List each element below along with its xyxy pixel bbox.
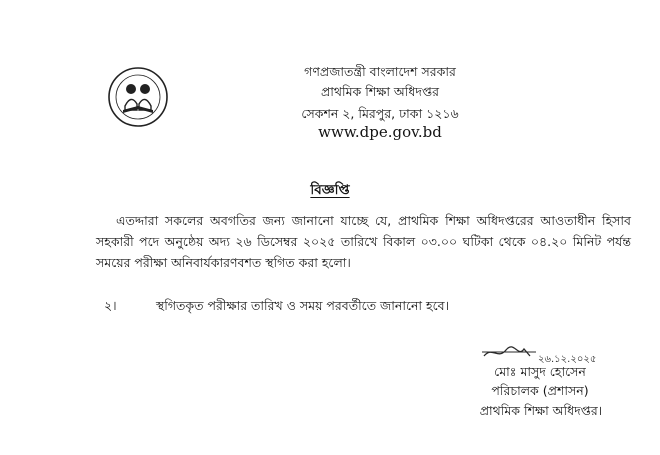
- signatory-designation: পরিচালক (প্রশাসন): [491, 383, 589, 398]
- item-2-number: ২।: [104, 298, 117, 313]
- website-link[interactable]: www.dpe.gov.bd: [318, 123, 442, 141]
- signature-date: ২৬.১২.২০২৫: [538, 354, 597, 365]
- notice-paragraph-1: এতদ্দারা সকলের অবগতির জন্য জানানো যাচ্ছে যে, প্রাথমিক শিক্ষা অধিদপ্তরের আওতাধীন হিসাব সহকারী পদে অনুষ্ঠেয় অদ্য ২৬ ডিসেম্বর ২০২৫ তারিখে বিকাল ০৩.০০ ঘটিকা থেকে ০৪.২০ মিনিট পর্যন্ত সময়ের পরীক্ষা অনিবার্যকারণবশত স্থগিত করা হলো।: [96, 213, 631, 270]
- notice-title-wrap: [0, 181, 660, 199]
- office-name: প্রাথমিক শিক্ষা অধিদপ্তর: [320, 84, 440, 99]
- item-2-text: স্থগিতকৃত পরীক্ষার তারিখ ও সময় পরবর্তীতে জানানো হবে।: [156, 298, 450, 313]
- office-address: সেকশন ২, মিরপুর, ঢাকা ১২১৬: [301, 106, 459, 121]
- signatory-office: প্রাথমিক শিক্ষা অধিদপ্তর।: [479, 403, 603, 418]
- notice-title: বিজ্ঞপ্তি: [310, 182, 350, 198]
- dpe-emblem-icon: [107, 66, 169, 128]
- government-name: গণপ্রজাতন্ত্রী বাংলাদেশ সরকার: [304, 64, 456, 79]
- signatory-name: মোঃ মাসুদ হোসেন: [494, 364, 586, 379]
